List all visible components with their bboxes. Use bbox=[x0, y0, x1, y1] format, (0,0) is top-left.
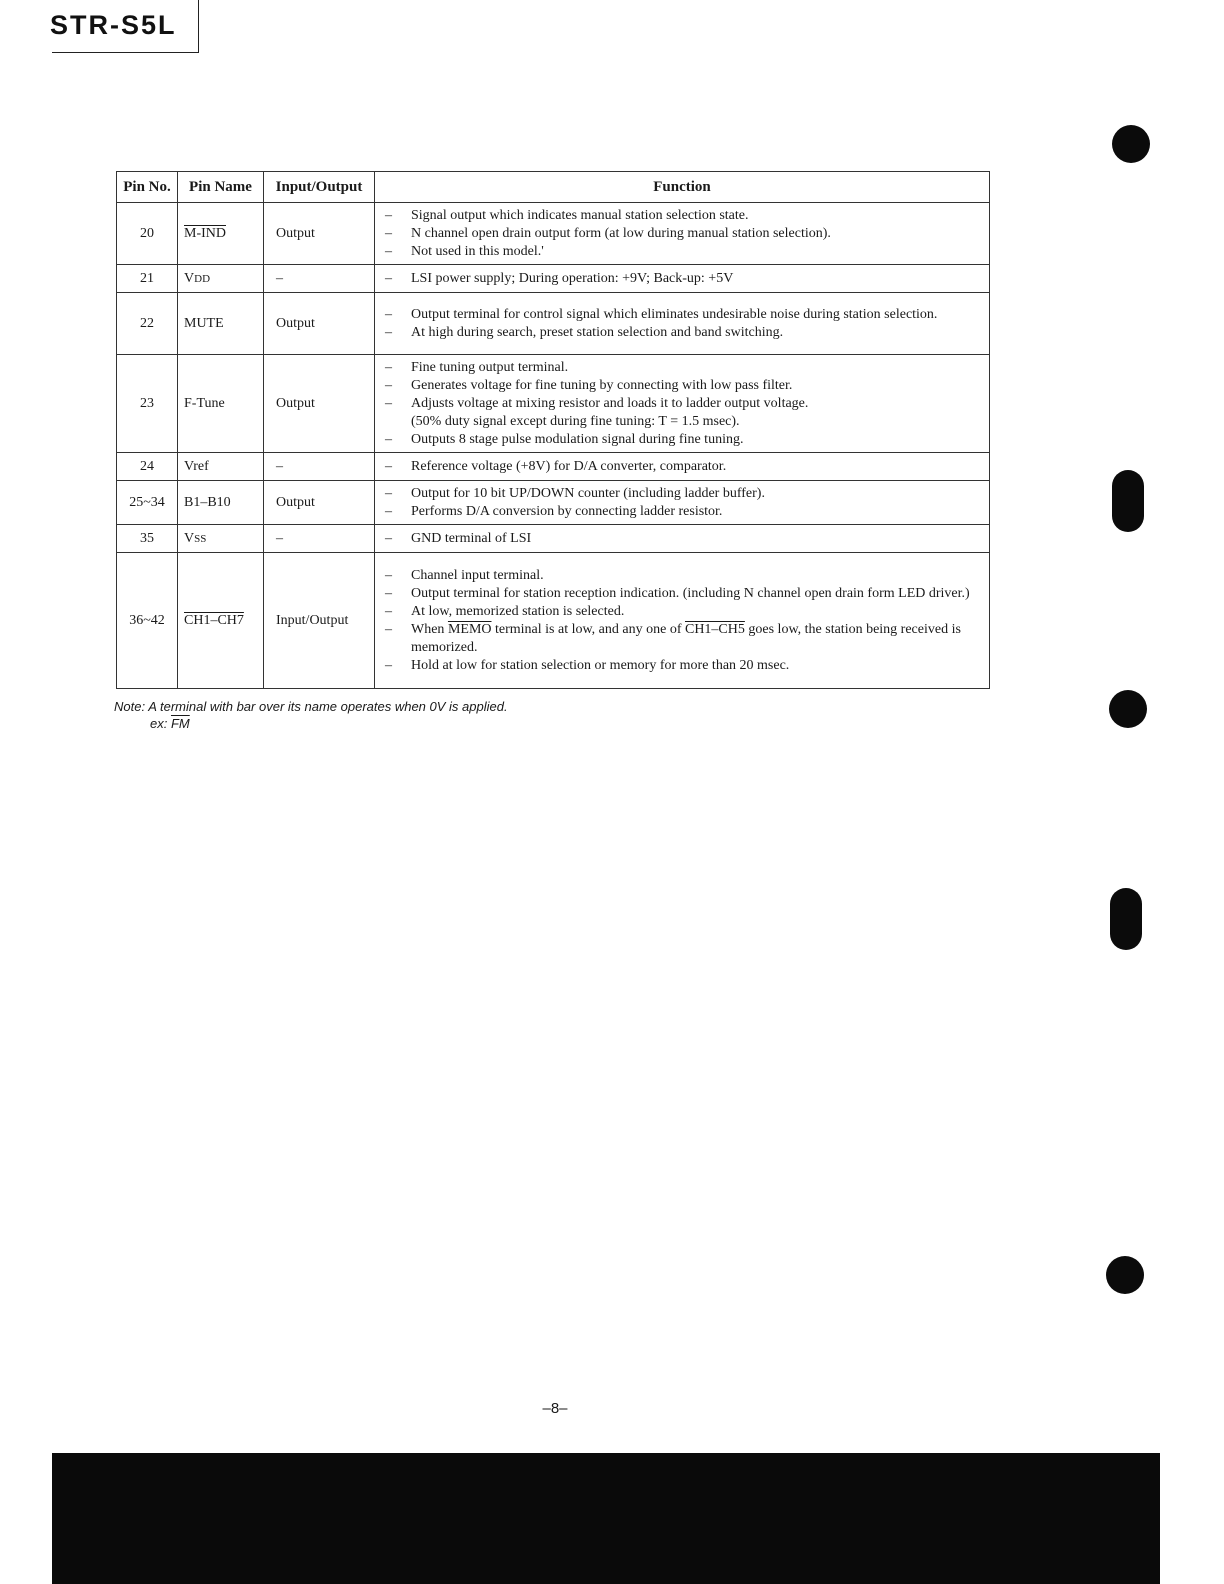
pin-function bbox=[375, 265, 990, 293]
pin-number: 35 bbox=[117, 525, 178, 553]
pin-name: VDD bbox=[178, 265, 264, 293]
function-line: – Channel input terminal. bbox=[385, 568, 544, 583]
scan-bottom-edge bbox=[52, 1453, 1160, 1584]
pin-name: MUTE bbox=[178, 293, 264, 355]
function-line: – Not used in this model.' bbox=[385, 244, 544, 259]
table-row bbox=[117, 481, 990, 525]
pin-name: M-IND bbox=[184, 225, 226, 241]
binder-hole-3 bbox=[1109, 690, 1147, 728]
table-note bbox=[114, 698, 508, 732]
pin-io: – bbox=[264, 453, 375, 481]
function-line: – Reference voltage (+8V) for D/A converter, comparator. bbox=[385, 459, 727, 474]
pin-number: 20 bbox=[117, 203, 178, 265]
pin-io: – bbox=[264, 525, 375, 553]
function-line: – N channel open drain output form (at low during manual station selection). bbox=[385, 226, 831, 241]
function-line: – Output for 10 bit UP/DOWN counter (including ladder buffer). bbox=[385, 486, 765, 501]
pin-function bbox=[375, 203, 990, 265]
pin-name: VSS bbox=[178, 525, 264, 553]
pin-name: Vref bbox=[178, 453, 264, 481]
function-line-memo: – When MEMO terminal is at low, and any one of CH1–CH5 goes low, the station being received is memorized. bbox=[385, 622, 961, 655]
pin-io: Output bbox=[264, 203, 375, 265]
binder-hole-5 bbox=[1106, 1256, 1144, 1294]
pin-name: F-Tune bbox=[178, 355, 264, 453]
function-line: – At low, memorized station is selected. bbox=[385, 604, 625, 619]
pin-name: B1–B10 bbox=[178, 481, 264, 525]
pin-number: 25~34 bbox=[117, 481, 178, 525]
function-line-continuation: (50% duty signal except during fine tuning: T = 1.5 msec). bbox=[411, 414, 740, 429]
function-line: – Adjusts voltage at mixing resistor and loads it to ladder output voltage. bbox=[385, 396, 809, 411]
table-row bbox=[117, 265, 990, 293]
page-number: –8– bbox=[542, 1400, 568, 1417]
binder-hole-2 bbox=[1112, 470, 1144, 532]
function-line: – Hold at low for station selection or memory for more than 20 msec. bbox=[385, 658, 790, 673]
table-row bbox=[117, 453, 990, 481]
pin-function bbox=[375, 553, 990, 689]
pin-number: 23 bbox=[117, 355, 178, 453]
pin-function bbox=[375, 525, 990, 553]
pin-number: 21 bbox=[117, 265, 178, 293]
function-line: – Outputs 8 stage pulse modulation signal during fine tuning. bbox=[385, 432, 744, 447]
pin-function bbox=[375, 481, 990, 525]
function-line: – LSI power supply; During operation: +9V; Back-up: +5V bbox=[385, 271, 734, 286]
header-pin-name: Pin Name bbox=[178, 172, 264, 203]
note-text: Note: A terminal with bar over its name operates when 0V is applied. bbox=[114, 699, 508, 714]
pin-number: 22 bbox=[117, 293, 178, 355]
header-function: Function bbox=[375, 172, 990, 203]
table-header-row bbox=[117, 172, 990, 203]
function-line: – Generates voltage for fine tuning by connecting with low pass filter. bbox=[385, 378, 793, 393]
table-row bbox=[117, 203, 990, 265]
table-row bbox=[117, 293, 990, 355]
pin-io: Output bbox=[264, 293, 375, 355]
table-row bbox=[117, 355, 990, 453]
header-pin-no: Pin No. bbox=[117, 172, 178, 203]
binder-hole-4 bbox=[1110, 888, 1142, 950]
function-line: – GND terminal of LSI bbox=[385, 531, 532, 546]
pin-function-table bbox=[116, 171, 990, 689]
pin-name: CH1–CH7 bbox=[184, 612, 244, 628]
function-line: – Output terminal for control signal which eliminates undesirable noise during station selection. bbox=[385, 307, 938, 322]
pin-number: 24 bbox=[117, 453, 178, 481]
binder-hole-1 bbox=[1112, 125, 1150, 163]
pin-function bbox=[375, 453, 990, 481]
header-input-output: Input/Output bbox=[264, 172, 375, 203]
pin-io: – bbox=[264, 265, 375, 293]
function-line: – Output terminal for station reception indication. (including N channel open drain form LED driver.) bbox=[385, 586, 970, 601]
function-line: – Signal output which indicates manual station selection state. bbox=[385, 208, 749, 223]
pin-number: 36~42 bbox=[117, 553, 178, 689]
table-row bbox=[117, 525, 990, 553]
pin-function bbox=[375, 293, 990, 355]
function-line: – Fine tuning output terminal. bbox=[385, 360, 569, 375]
table-row bbox=[117, 553, 990, 689]
pin-function bbox=[375, 355, 990, 453]
pin-io: Output bbox=[264, 355, 375, 453]
function-line: – Performs D/A conversion by connecting ladder resistor. bbox=[385, 504, 723, 519]
model-label: STR-S5L bbox=[50, 10, 177, 40]
function-line: – At high during search, preset station selection and band switching. bbox=[385, 325, 784, 340]
pin-io: Input/Output bbox=[264, 553, 375, 689]
pin-io: Output bbox=[264, 481, 375, 525]
note-example: ex: $\overline{FM}$ bbox=[150, 716, 190, 731]
